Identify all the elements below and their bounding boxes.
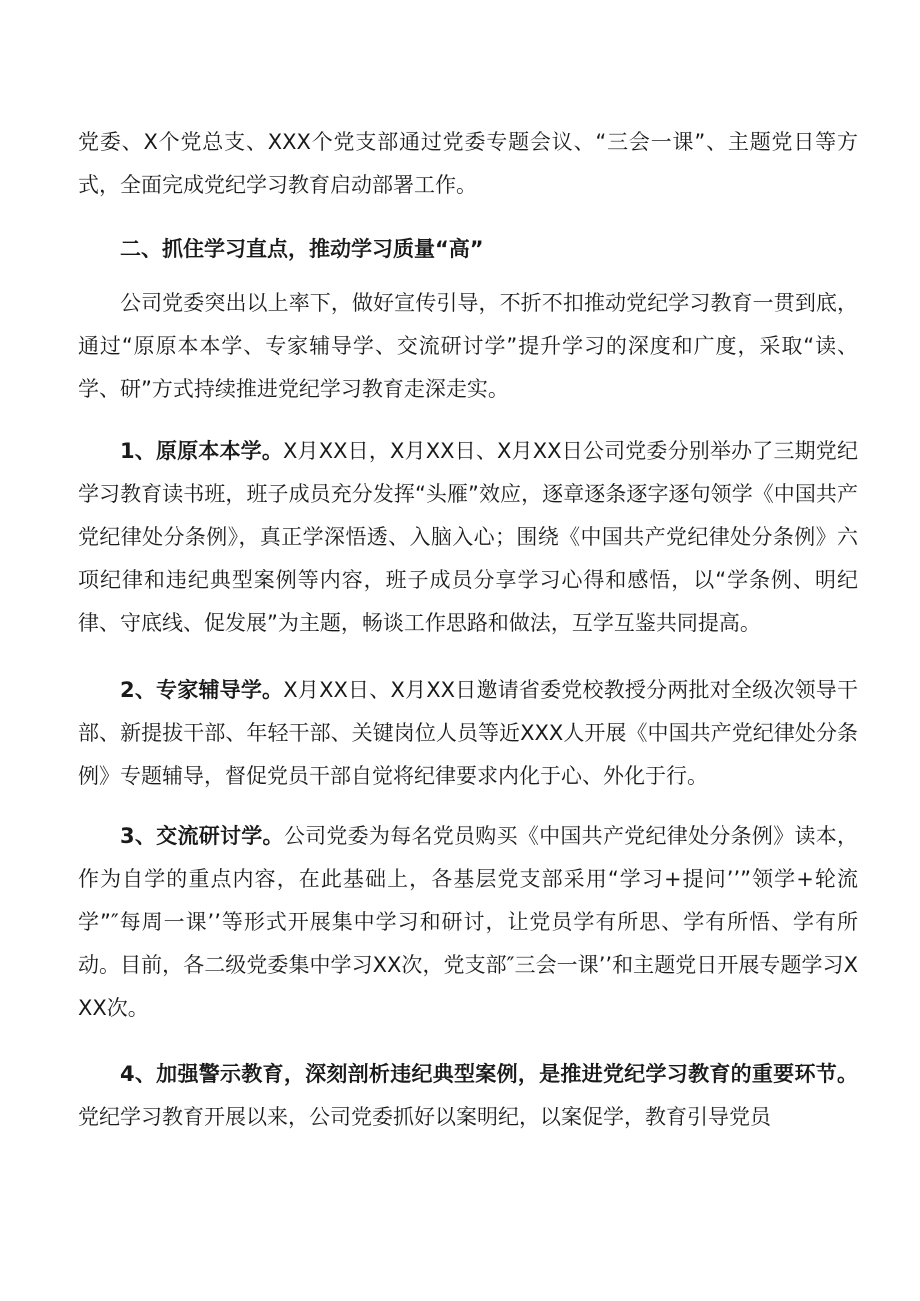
paragraph-4: [78, 669, 858, 798]
paragraph-5-text: 公司党委为每名党员购买《中国共产党纪律处分条例》读本，作为自学的重点内容，在此基础上，各基层党支部采用“学习+提问’’”领学+轮流学”″每周一课’’等形式开展集中学习和研讨，让党员学有所思、学有所悟、学有所动。目前，各二级党委集中学习XX次，党支部″三会一课’’和主题党日开展专题学习XXX次。: [78, 824, 858, 1020]
paragraph-2-text: 公司党委突出以上率下，做好宣传引导，不折不扣推动党纪学习教育一贯到底，通过“原原本本学、专家辅导学、交流研讨学”提升学习的深度和广度，采取“读、学、研”方式持续推进党纪学习教育走深走实。: [78, 291, 858, 401]
paragraph-6: [78, 1053, 858, 1139]
section-heading-2: [78, 228, 858, 271]
paragraph-4-lead: 2、专家辅导学。: [120, 678, 284, 702]
paragraph-6-text: 党纪学习教育开展以来，公司党委抓好以案明纪，以案促学，教育引导党员: [78, 1105, 771, 1129]
paragraph-5-lead: 3、交流研讨学。: [120, 824, 284, 848]
paragraph-6-lead: 4、加强警示教育，深刻剖析违纪典型案例，是推进党纪学习教育的重要环节。: [120, 1062, 858, 1086]
paragraph-2: [78, 282, 858, 411]
paragraph-4-text: X月XX日、X月XX日邀请省委党校教授分两批对全级次领导干部、新提拔干部、年轻干部、关键岗位人员等近XXX人开展《中国共产党纪律处分条例》专题辅导，督促党员干部自觉将纪律要求内化于心、外化于行。: [78, 678, 858, 788]
paragraph-0: [78, 121, 858, 207]
paragraph-3-lead: 1、原原本本学。: [120, 439, 283, 463]
paragraph-3-text: X月XX日，X月XX日、X月XX日公司党委分别举办了三期党纪学习教育读书班，班子成员充分发挥“头雁”效应，逐章逐条逐字逐句领学《中国共产党纪律处分条例》，真正学深悟透、入脑入心；围绕《中国共产党纪律处分条例》六项纪律和违纪典型案例等内容，班子成员分享学习心得和感悟，以“学条例、明纪律、守底线、促发展”为主题，畅谈工作思路和做法，互学互鉴共同提高。: [78, 439, 858, 635]
paragraph-0-text: 党委、X个党总支、XXX个党支部通过党委专题会议、“三会一课”、主题党日等方式，全面完成党纪学习教育启动部署工作。: [78, 130, 858, 197]
paragraph-3: [78, 430, 858, 645]
section-heading-2-text: 二、抓住学习直点，推动学习质量“高”: [120, 237, 484, 261]
paragraph-5: [78, 815, 858, 1030]
